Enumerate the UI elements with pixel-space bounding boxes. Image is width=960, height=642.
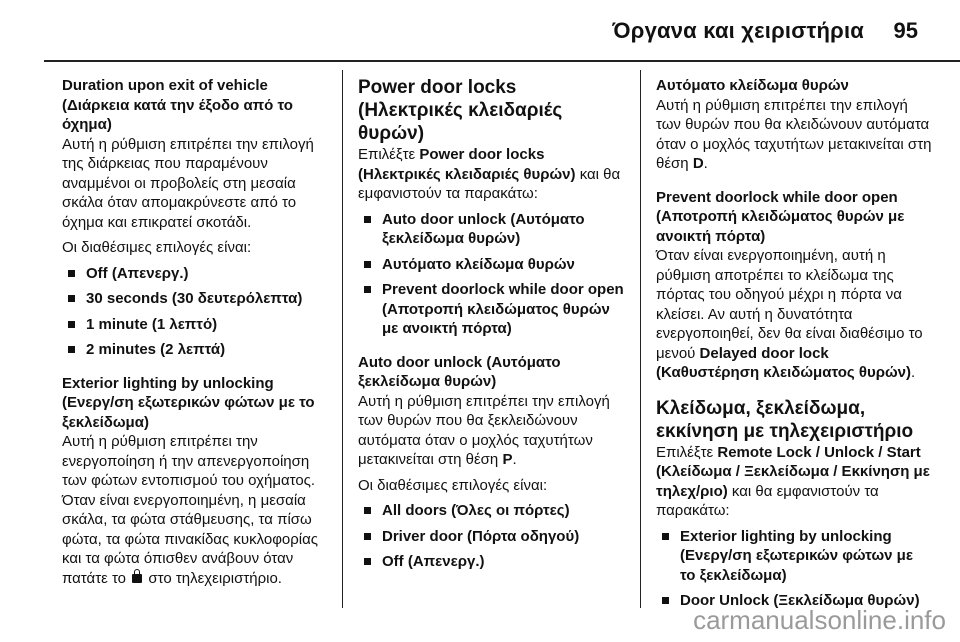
remote-select-suffix: και θα εμφανιστούν τα παρακάτω: — [656, 482, 879, 519]
select-prefix: Επιλέξτε — [358, 146, 416, 163]
column-2 — [358, 76, 626, 572]
prevent-text: Όταν είναι ενεργοποιημένη, αυτή η ρύθμιση αποτρέπει το κλείδωμα της πόρτας του οδηγού μέχρι η πόρτα να κλείσει. Αν αυτή η δυνατότητα ενεργοποιηθεί, δεν θα είναι διαθέσιμο το μενού — [656, 247, 923, 362]
exterior-heading: Exterior lighting by unlocking (Ενεργ/ση εξωτερικών φώτων με το ξεκλείδωμα) — [62, 374, 315, 431]
list-item: All doors (Όλες οι πόρτες) — [364, 501, 626, 521]
header-divider — [44, 60, 960, 62]
auto-lock-heading: Αυτόματο κλείδωμα θυρών — [656, 77, 849, 94]
list-item: 2 minutes (2 λεπτά) — [68, 340, 330, 360]
page-number: 95 — [893, 18, 918, 43]
column-1 — [62, 76, 330, 588]
remote-options — [656, 527, 932, 611]
list-item: Prevent doorlock while door open (Αποτροπή κλειδώματος θυρών με ανοικτή πόρτα) — [364, 280, 626, 339]
list-item: Driver door (Πόρτα οδηγού) — [364, 527, 626, 547]
duration-options-list — [62, 264, 330, 360]
page-header — [0, 0, 960, 62]
column-divider — [342, 70, 343, 608]
prevent-doorlock-heading: Prevent doorlock while door open (Αποτροπή κλειδώματος θυρών με ανοικτή πόρτα) — [656, 188, 905, 245]
auto-unlock-heading: Auto door unlock (Αυτόματο ξεκλείδωμα θυρών) — [358, 353, 561, 390]
duration-heading: Duration upon exit of vehicle (Διάρκεια κατά την έξοδο από το όχημα) — [62, 77, 293, 133]
auto-unlock-options — [358, 501, 626, 572]
prevent-doorlock-text: Όταν είναι ενεργοποιημένη, αυτή η ρύθμιση αποτρέπει το κλείδωμα της πόρτας του οδηγού μέχρι η πόρτα να κλείσει. Αν αυτή η δυνατότητα ενεργοποιηθεί, δεν θα είναι διαθέσιμο το μενού Delayed door lock (Καθυστέρηση κλειδώματος θυρών). — [656, 247, 923, 381]
power-door-locks-options — [358, 210, 626, 339]
list-item: Door Unlock (Ξεκλείδωμα θυρών) — [662, 591, 932, 611]
lock-icon — [132, 574, 142, 583]
power-door-locks-heading: Power door locks (Ηλεκτρικές κλειδαριές θυρών) — [358, 77, 563, 144]
list-item: Αυτόματο κλείδωμα θυρών — [364, 255, 626, 275]
duration-options-intro: Οι διαθέσιμες επιλογές είναι: — [62, 239, 252, 256]
list-item: 1 minute (1 λεπτό) — [68, 315, 330, 335]
select-item: Power door locks (Ηλεκτρικές κλειδαριές θυρών) — [358, 146, 576, 183]
exterior-text-a: Αυτή η ρύθμιση επιτρέπει την ενεργοποίηση ή την απενεργοποίηση των φώτων εντοπισμού του οχήματος. Όταν είναι ενεργοποιημένη, η μεσαία σκάλα, τα φώτα στάθμευσης, τα πίσω φώτα, τα φώτα πινακίδας κυκλοφορίας και τα φώτα όπισθεν ανάβουν όταν πατάτε το — [62, 433, 319, 587]
column-3 — [656, 76, 932, 611]
exterior-text — [62, 432, 330, 588]
power-door-locks-select — [358, 145, 626, 204]
gear-position: D — [692, 155, 704, 172]
gear-position: P — [502, 451, 513, 468]
watermark: carmanualsonline.info — [693, 605, 946, 635]
list-item: 30 seconds (30 δευτερόλεπτα) — [68, 289, 330, 309]
select-suffix: και θα εμφανιστούν τα παρακάτω: — [358, 165, 621, 202]
remote-heading: Κλείδωμα, ξεκλείδωμα, εκκίνηση με τηλεχειριστήριο — [656, 397, 914, 442]
duration-text: Αυτή η ρύθμιση επιτρέπει την επιλογή της διάρκειας που παραμένουν αναμμένοι οι προβολείς στη μεσαία σκάλα όταν απομακρύνεστε από το όχημα και επικρατεί σκοτάδι. — [62, 135, 314, 231]
column-divider — [640, 70, 641, 608]
list-item: Off (Απενεργ.) — [68, 264, 330, 284]
auto-lock-text: Αυτή η ρύθμιση επιτρέπει την επιλογή των θυρών που θα κλειδώνουν αυτόματα όταν ο μοχλός ταχυτήτων μετακινείται στη θέση D. — [656, 96, 932, 172]
list-item: Off (Απενεργ.) — [364, 552, 626, 572]
prevent-menu: Delayed door lock (Καθυστέρηση κλειδώματος θυρών) — [656, 344, 911, 381]
page-title: Όργανα και χειριστήρια — [612, 18, 864, 43]
auto-unlock-text-a: Αυτή η ρύθμιση επιτρέπει την επιλογή των θυρών που θα ξεκλειδώνουν αυτόματα όταν ο μοχλός ταχυτήτων μετακινείται στη θέση — [358, 392, 610, 468]
auto-lock-text-a: Αυτή η ρύθμιση επιτρέπει την επιλογή των θυρών που θα κλειδώνουν αυτόματα όταν ο μοχλός ταχυτήτων μετακινείται στη θέση — [656, 96, 932, 172]
remote-select — [656, 443, 932, 521]
remote-select-prefix: Επιλέξτε — [656, 443, 714, 461]
list-item: Auto door unlock (Αυτόματο ξεκλείδωμα θυρών) — [364, 210, 626, 249]
auto-unlock-text: Αυτή η ρύθμιση επιτρέπει την επιλογή των θυρών που θα ξεκλειδώνουν αυτόματα όταν ο μοχλός ταχυτήτων μετακινείται στη θέση P. — [358, 392, 610, 468]
auto-unlock-options-intro: Οι διαθέσιμες επιλογές είναι: — [358, 476, 548, 494]
list-item: Exterior lighting by unlocking (Ενεργ/ση εξωτερικών φώτων με το ξεκλείδωμα) — [662, 527, 932, 586]
remote-select-item: Remote Lock / Unlock / Start (Κλείδωμα / Ξεκλείδωμα / Εκκίνηση με τηλεχ/ριο) — [656, 443, 930, 500]
exterior-text-b: στο τηλεχειριστήριο. — [148, 569, 282, 587]
